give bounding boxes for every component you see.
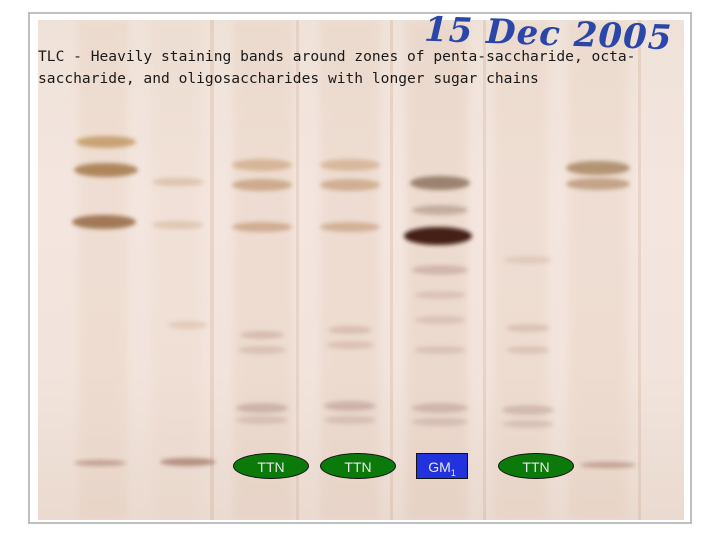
band <box>232 159 292 171</box>
band <box>412 205 468 215</box>
lane-label-ttn-3: TTN <box>498 453 574 479</box>
handwritten-date: 15 Dec 2005 <box>423 9 674 59</box>
band <box>566 178 630 190</box>
band <box>404 227 472 245</box>
band <box>328 326 372 334</box>
band <box>414 316 466 324</box>
band <box>232 179 292 191</box>
band <box>566 161 630 175</box>
band <box>324 401 376 411</box>
tlc-plate-bands <box>38 20 684 520</box>
band <box>238 346 286 354</box>
band <box>160 458 216 466</box>
band <box>232 222 292 232</box>
band <box>320 159 380 171</box>
lane-label-gm1: $GM_1$ <box>416 453 468 479</box>
band <box>502 405 554 415</box>
band <box>326 341 374 349</box>
band <box>506 324 550 332</box>
lane-streaks <box>78 20 641 520</box>
band <box>236 403 288 413</box>
band <box>240 331 284 339</box>
band <box>152 178 204 186</box>
band <box>320 222 380 232</box>
band <box>74 460 126 466</box>
band <box>506 346 550 354</box>
band <box>74 163 138 177</box>
band <box>414 346 466 354</box>
band <box>168 321 208 329</box>
tlc-plate-photo <box>38 20 684 520</box>
band <box>504 256 552 264</box>
band <box>412 418 468 426</box>
band <box>236 416 288 424</box>
band <box>412 403 468 413</box>
lane-label-ttn-2: TTN <box>320 453 396 479</box>
band <box>412 265 468 275</box>
band <box>76 136 136 148</box>
band <box>72 215 136 229</box>
band <box>410 176 470 190</box>
band <box>414 291 466 299</box>
slide-title: TLC - Heavily staining bands around zones of penta-saccharide, octa-saccharide, and oligosaccharides with longer sugar chains <box>38 48 636 87</box>
band <box>502 420 554 428</box>
band <box>580 462 636 468</box>
band <box>324 416 376 424</box>
band <box>320 179 380 191</box>
lane-label-ttn-1: TTN <box>233 453 309 479</box>
band <box>152 221 204 229</box>
